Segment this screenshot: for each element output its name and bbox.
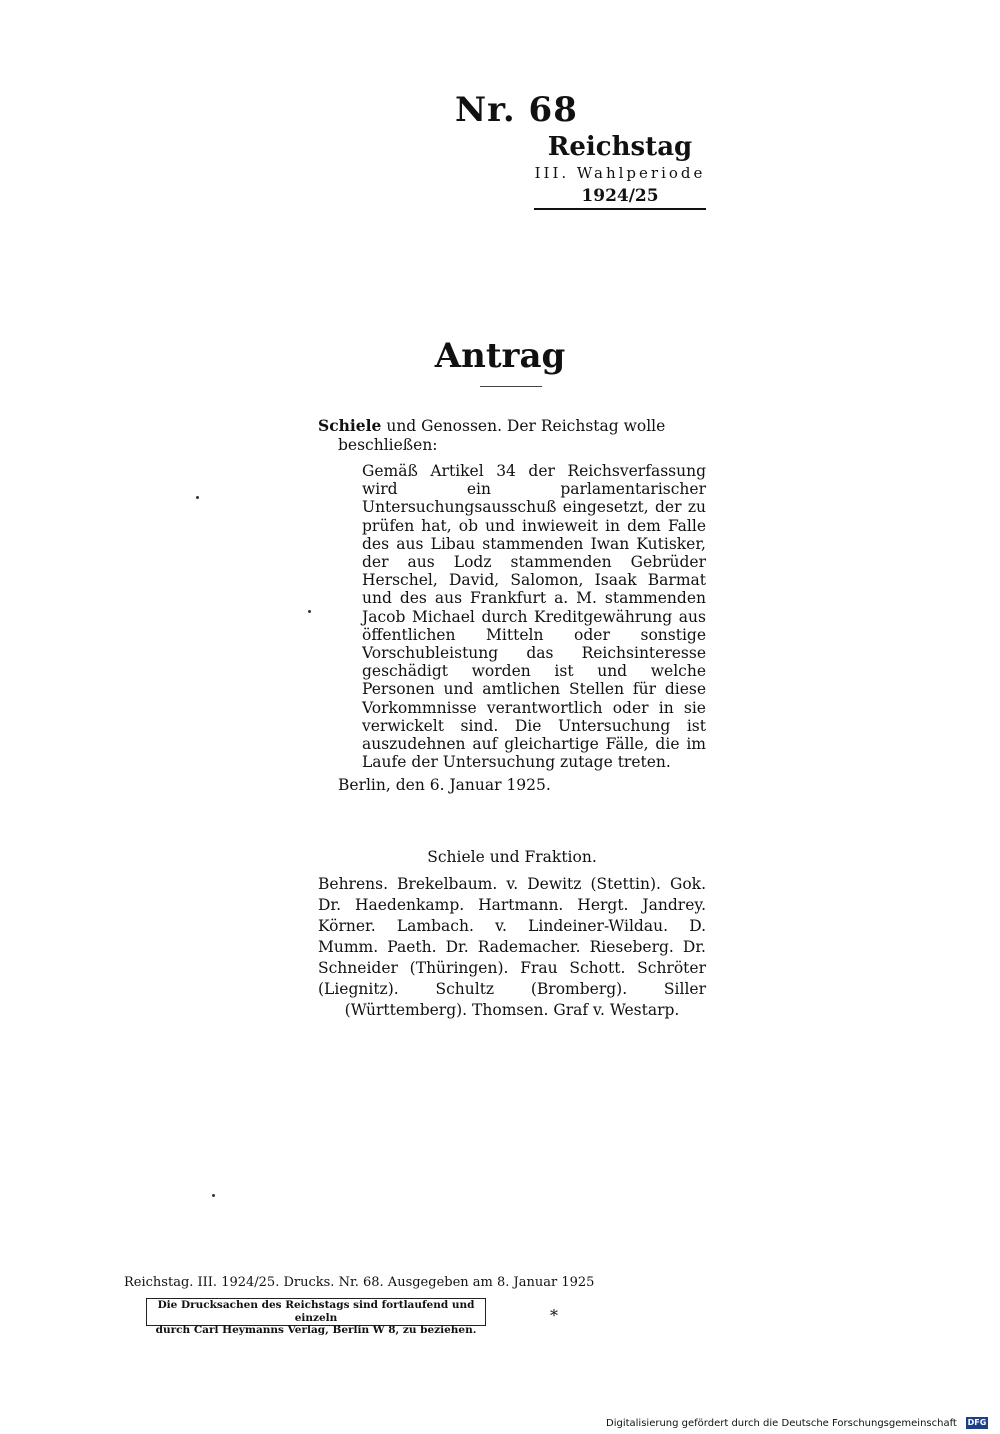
signers-list: Behrens. Brekelbaum. v. Dewitz (Stettin). Gok. Dr. Haedenkamp. Hartmann. Hergt. Jandrey. Körner. Lambach. v. Lindeiner-Wildau. D. Mumm. Paeth. Dr. Rademacher. Rieseberg. Dr. Schneider (Thüringen). Frau Schott. Schröter (Liegnitz). Schultz (Bromberg). Siller (Württemberg). Thomsen. Graf v. Westarp. bbox=[318, 875, 706, 1019]
publisher-notice-line-1: Die Drucksachen des Reichstags sind fortlaufend und einzeln bbox=[157, 1299, 475, 1324]
motion-intro bbox=[318, 416, 706, 455]
document-title: Antrag bbox=[434, 336, 566, 376]
motion-body: Gemäß Artikel 34 der Reichsverfassung wird ein parlamentarischer Untersuchungsausschuß eingesetzt, der zu prüfen hat, ob und inwieweit in dem Falle des aus Libau stammenden Iwan Kutisker, der aus Lodz stammenden Gebrüder Herschel, David, Salomon, Isaak Barmat und des aus Frankfurt a. M. stammenden Jacob Michael durch Kreditgewährung aus öffentlichen Mitteln oder sonstige Vorschubleistung das Reichsinteresse geschädigt worden ist und welche Personen und amtlichen Stellen für diese Vorkommnisse verantwortlich oder in sie verwickelt sind. Die Untersuchung ist auszudehnen auf gleichartige Fälle, die im Laufe der Untersuchung zutage treten. bbox=[362, 462, 706, 772]
legislative-period: III. Wahlperiode bbox=[534, 164, 706, 182]
margin-speck bbox=[196, 496, 199, 499]
publisher-notice-line-2: durch Carl Heymanns Verlag, Berlin W 8, zu beziehen. bbox=[155, 1324, 477, 1336]
intro-line-1-rest: und Genossen. Der Reichstag wolle bbox=[381, 417, 666, 435]
dfg-logo: DFG bbox=[967, 1418, 987, 1427]
signature-heading: Schiele und Fraktion. bbox=[427, 848, 597, 866]
margin-speck bbox=[308, 610, 311, 613]
footer-publication-line: Reichstag. III. 1924/25. Drucks. Nr. 68. Ausgegeben am 8. Januar 1925 bbox=[124, 1275, 595, 1290]
intro-bold-name: Schiele bbox=[318, 416, 382, 435]
header-divider bbox=[534, 208, 706, 210]
footer-asterisk: * bbox=[550, 1306, 558, 1325]
publisher-notice-box bbox=[146, 1298, 486, 1336]
intro-line-2: beschließen: bbox=[338, 436, 438, 454]
title-divider bbox=[480, 386, 542, 387]
margin-speck bbox=[212, 1194, 215, 1197]
motion-date: Berlin, den 6. Januar 1925. bbox=[338, 776, 551, 794]
digitization-attribution: Digitalisierung gefördert durch die Deutsche Forschungsgemeinschaft bbox=[606, 1418, 957, 1429]
institution-name: Reichstag bbox=[547, 132, 693, 162]
intro-line-1 bbox=[318, 416, 706, 436]
period-years: 1924/25 bbox=[581, 186, 659, 206]
document-number: Nr. 68 bbox=[455, 90, 578, 130]
